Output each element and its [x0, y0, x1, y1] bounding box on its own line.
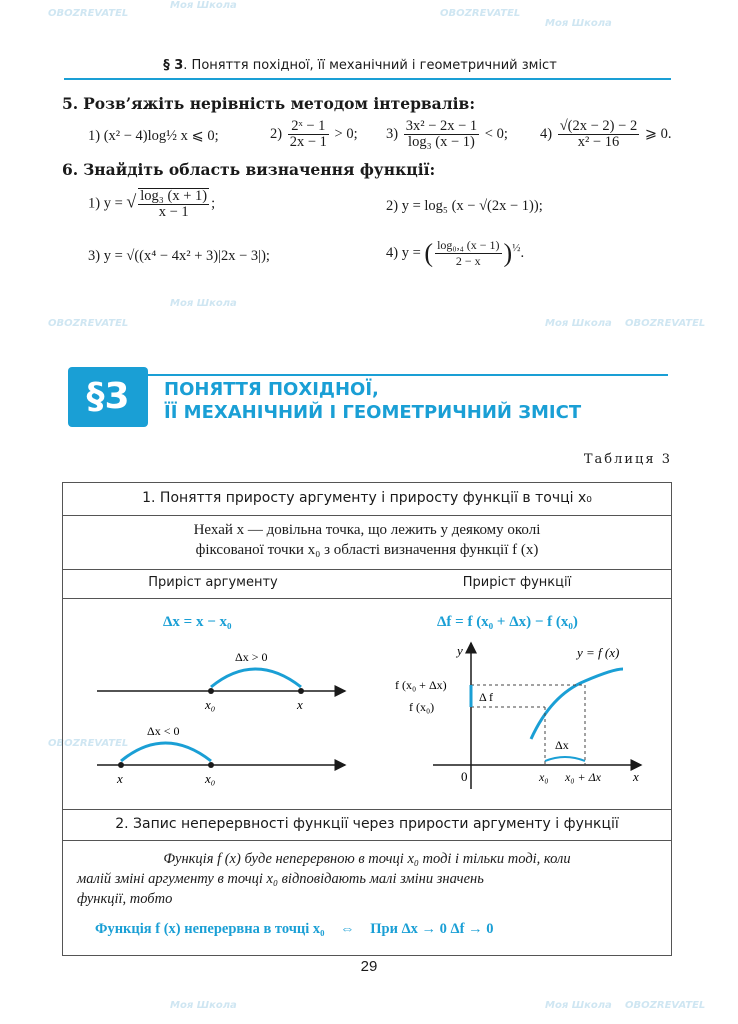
punct: ;	[211, 195, 216, 212]
col-left-header: Приріст аргументу	[148, 575, 278, 590]
numerator: 2ˣ − 1	[288, 119, 329, 135]
section-title-line: ПОНЯТТЯ ПОХІДНОЇ,	[164, 379, 379, 400]
numerator: log₃ (x + 1)	[140, 188, 208, 204]
watermark: Моя Школа	[545, 18, 612, 29]
watermark: Моя Школа	[545, 1000, 612, 1011]
denominator: log₃ (x − 1)	[408, 134, 475, 150]
watermark: OBOZREVATEL	[48, 8, 129, 19]
item-label: 2)	[270, 125, 283, 142]
watermark: Моя Школа	[545, 318, 612, 329]
task-5	[62, 94, 475, 113]
function-curve	[531, 669, 623, 739]
point-x0	[208, 762, 214, 768]
page-number: 29	[360, 958, 378, 975]
continuity-right: При Δx → 0 Δf → 0	[370, 921, 494, 937]
item-label: 4) y =	[386, 244, 421, 261]
task6-item-4	[386, 238, 524, 269]
tick-x0dx: x₀ + Δx	[565, 770, 601, 784]
row2-line1: Нехай x — довільна точка, що лежить у деякому околі	[193, 522, 541, 538]
exponent: ½	[512, 242, 521, 254]
origin-label: 0	[461, 769, 468, 784]
equivalence-arrow: ⇔	[340, 921, 355, 937]
label-dx: Δx	[555, 738, 569, 752]
watermark: OBOZREVATEL	[440, 8, 521, 19]
col-right-header: Приріст функції	[462, 575, 572, 590]
row3-title: 2. Запис неперервності функції через прирости аргументу і функції	[115, 816, 619, 832]
increment-diagrams	[63, 599, 671, 807]
numerator: 3x² − 2x − 1	[405, 118, 478, 134]
task-number: 5.	[62, 94, 79, 113]
dx-brace	[545, 757, 585, 761]
header-title: . Поняття похідної, її механічний і геометричний зміст	[183, 58, 557, 73]
row4-line: функції, тобто	[77, 891, 173, 907]
fraction	[558, 119, 639, 150]
point-x	[298, 688, 304, 694]
section-title	[164, 378, 581, 424]
header-section: § 3	[163, 58, 184, 73]
watermark: Моя Школа	[170, 0, 237, 11]
paren-open: (	[424, 238, 434, 268]
row2-line2: фіксованої точки x₀ з області визначення функції f (x)	[195, 542, 539, 558]
row-divider	[63, 569, 671, 570]
row-divider	[63, 840, 671, 841]
denominator: 2 − x	[455, 254, 481, 268]
row-divider	[63, 515, 671, 516]
section-title-line: ЇЇ МЕХАНІЧНИЙ І ГЕОМЕТРИЧНИЙ ЗМІСТ	[164, 402, 582, 423]
x-axis-label: x	[633, 769, 639, 784]
task-number: 6.	[62, 160, 79, 179]
y-axis-label: y	[457, 643, 463, 658]
denominator: 2x − 1	[289, 134, 327, 150]
task6-item-3: 3) y = √((x⁴ − 4x² + 3)|2x − 3|);	[88, 248, 270, 264]
watermark: OBOZREVATEL	[625, 318, 706, 329]
arc-negative	[121, 743, 211, 761]
task6-item-2: 2) y = log₅ (x − √(2x − 1));	[386, 198, 543, 214]
row4-text	[73, 849, 661, 909]
tick-x0: x₀	[539, 770, 549, 784]
sqrt-sign: √	[126, 191, 137, 212]
point-x0	[208, 688, 214, 694]
table-3	[62, 482, 672, 956]
section-bar	[148, 374, 668, 376]
watermark: OBOZREVATEL	[625, 1000, 706, 1011]
label-dx-positive: Δx > 0	[235, 650, 268, 664]
relation: ⩾ 0.	[644, 125, 672, 142]
curve-label: y = f (x)	[577, 645, 620, 660]
task-text: Розв’яжіть нерівність методом інтервалів:	[83, 94, 476, 113]
continuity-left: Функція f (x) неперервна в точці x₀	[95, 921, 325, 937]
row1-title: 1. Поняття приросту аргументу і приросту функції в точці x₀	[142, 490, 592, 506]
table-label: Таблиця 3	[583, 452, 672, 467]
label-df: Δ f	[479, 690, 494, 704]
label-x: x	[297, 697, 303, 712]
formula-df: Δf = f (x₀ + Δx) − f (x₀)	[437, 614, 578, 630]
item-label: 4)	[540, 125, 553, 142]
running-header	[150, 58, 570, 73]
formula-dx: Δx = x − x₀	[163, 614, 232, 630]
label-x0: x₀	[205, 697, 216, 712]
paren-close: )	[503, 238, 513, 268]
label-dx-negative: Δx < 0	[147, 724, 180, 738]
task6-item-1	[88, 188, 215, 220]
watermark: Моя Школа	[170, 298, 237, 309]
fraction	[404, 119, 479, 150]
label-f-x0: f (x₀)	[409, 700, 435, 714]
item-label: 3)	[386, 125, 399, 142]
denominator: x − 1	[158, 204, 189, 220]
task5-item-1: 1) (x² − 4)log½ x ⩽ 0;	[88, 128, 219, 144]
relation: < 0;	[484, 125, 508, 142]
relation: > 0;	[334, 125, 358, 142]
fraction	[288, 119, 329, 150]
numerator: √(2x − 2) − 2	[559, 118, 638, 134]
task5-item-2	[270, 119, 358, 150]
label-f-x0dx: f (x₀ + Δx)	[395, 678, 447, 692]
label-x: x	[117, 771, 123, 786]
denominator: x² − 16	[577, 134, 620, 150]
item-label: 1) y =	[88, 195, 123, 212]
arc-positive	[211, 669, 301, 687]
task5-item-4	[540, 119, 671, 150]
continuity-statement	[95, 921, 493, 938]
row4-line: малій зміні аргументу в точці x₀ відповідають малі зміни значень	[77, 871, 484, 887]
numerator: log₀,₄ (x − 1)	[437, 238, 500, 252]
row4-line: Функція f (x) буде неперервною в точці x₀ тоді і тільки тоді, коли	[163, 851, 571, 867]
watermark: OBOZREVATEL	[48, 738, 129, 749]
task-6	[62, 160, 435, 179]
point-x	[118, 762, 124, 768]
watermark: Моя Школа	[170, 1000, 237, 1011]
punct: .	[520, 244, 525, 261]
section-badge: §3	[68, 367, 148, 427]
task5-item-3	[386, 119, 508, 150]
label-x0: x₀	[205, 771, 216, 786]
task-text: Знайдіть область визначення функції:	[83, 160, 436, 179]
watermark: OBOZREVATEL	[48, 318, 129, 329]
fraction	[435, 238, 501, 269]
row-divider	[63, 809, 671, 810]
fraction	[138, 188, 209, 220]
header-rule	[64, 78, 671, 80]
